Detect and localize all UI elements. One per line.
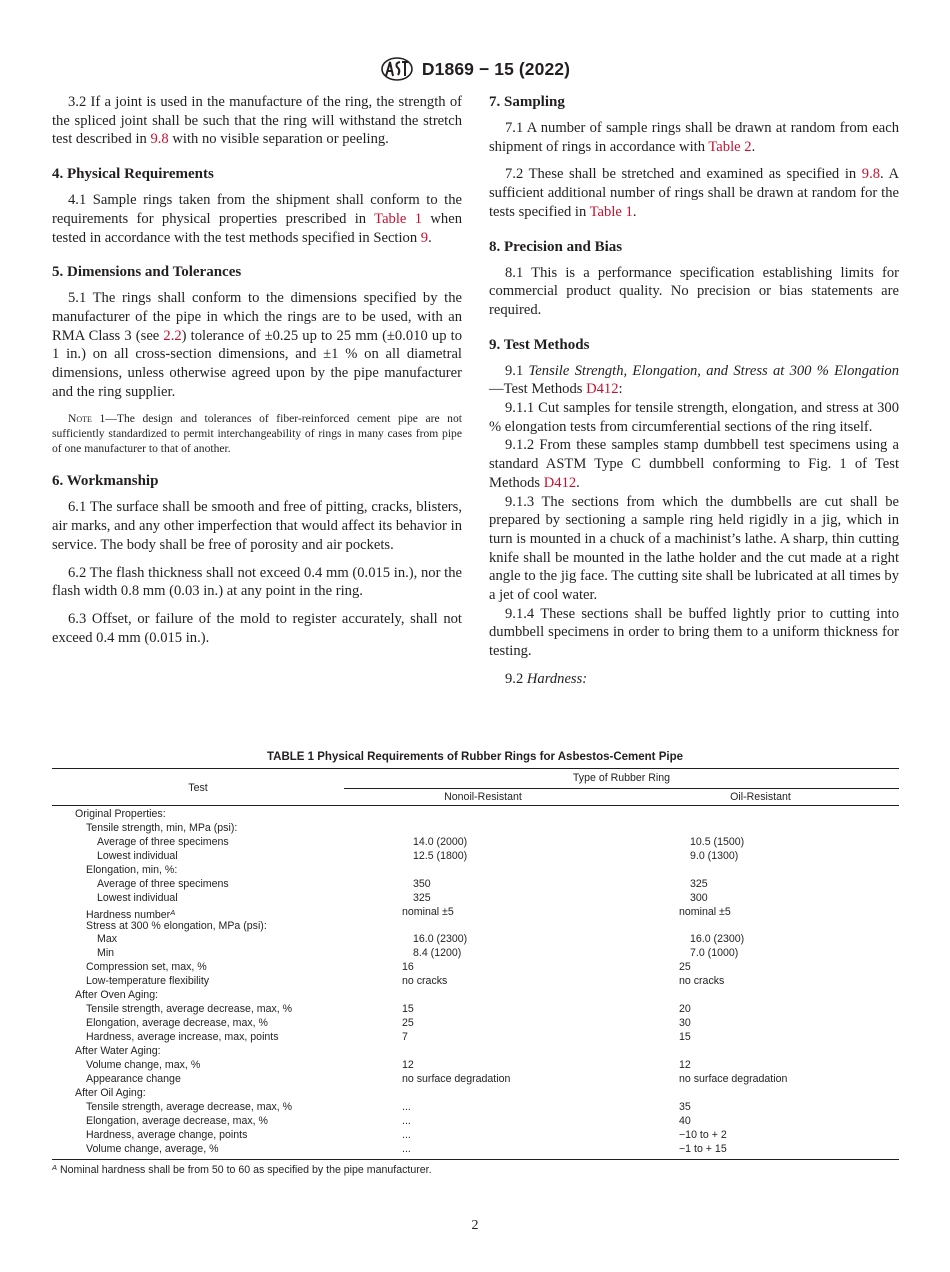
cell-nonoil: nominal ±5	[402, 905, 454, 918]
table-row	[52, 906, 899, 920]
cell-oil: 40	[679, 1114, 691, 1127]
text: 7.2 These shall be stretched and examined as specified in	[505, 166, 862, 183]
table-row	[52, 1143, 899, 1157]
text: when tested in accordance with the test methods specified in Section	[52, 210, 462, 246]
table-row	[52, 1115, 899, 1129]
cell-nonoil: 325	[413, 891, 431, 904]
text: 9.1.2 From these samples stamp dumbbell test specimens using a standard ASTM Type C dumbbell conforming to Fig. 1 of Test Methods	[489, 437, 899, 491]
text: . A sufficient additional number of rings shall be drawn at random for the tests specified in	[489, 166, 899, 220]
cell-oil: −1 to + 15	[679, 1142, 727, 1155]
text: with no visible separation or peeling.	[168, 131, 389, 148]
text: :	[618, 381, 623, 398]
cell-text: Hardness number	[86, 908, 171, 921]
cell-oil: 35	[679, 1100, 691, 1113]
text: 9.2	[505, 670, 527, 687]
text: 7.1 A number of sample rings shall be drawn at random from each shipment of rings in accordance with	[489, 120, 899, 155]
table-row	[52, 1087, 899, 1101]
header-oil-resistant: Oil-Resistant	[730, 791, 791, 803]
table-row	[52, 864, 899, 878]
table-row	[52, 920, 899, 934]
cell-test: Min	[97, 947, 115, 960]
link-d412[interactable]: D412	[586, 381, 619, 398]
cell-nonoil: 7	[402, 1031, 408, 1043]
left-column	[52, 93, 462, 647]
table-row	[52, 1031, 899, 1045]
paragraph-5-1	[52, 289, 462, 401]
table-footnote	[52, 1163, 432, 1176]
cell-nonoil	[391, 1087, 668, 1101]
paragraph-7-2	[489, 165, 899, 221]
page-number: 2	[471, 1218, 479, 1233]
text: 9.1	[505, 362, 529, 379]
note-label: Note	[68, 412, 92, 426]
table-row	[52, 892, 899, 906]
table-row	[52, 933, 899, 947]
cell-oil: 25	[679, 961, 691, 974]
link-table-1[interactable]: Table 1	[374, 210, 423, 227]
table-row	[52, 822, 899, 836]
footnote-mark: A	[52, 1163, 58, 1172]
table-row	[52, 850, 899, 864]
cell-test: After Water Aging:	[75, 1044, 161, 1057]
cell-test: Hardness, average change, points	[86, 1128, 248, 1141]
section-5-title: 5. Dimensions and Tolerances	[52, 264, 242, 281]
cell-oil: 15	[679, 1031, 691, 1043]
text: .	[751, 138, 756, 155]
cell-nonoil: ...	[402, 1100, 411, 1113]
table-row	[52, 947, 899, 961]
cell-test: Elongation, average decrease, max, %	[86, 1017, 268, 1030]
text: .	[632, 203, 637, 220]
cell-nonoil: 12	[402, 1058, 414, 1071]
astm-logo-icon	[380, 56, 414, 82]
cell-test: Low-temperature flexibility	[86, 975, 210, 988]
header-nonoil-resistant: Nonoil-Resistant	[444, 791, 522, 803]
right-column	[489, 93, 899, 689]
cell-nonoil: 14.0 (2000)	[413, 835, 468, 848]
section-6-title: 6. Workmanship	[52, 473, 159, 490]
cell-nonoil: ...	[402, 1142, 411, 1155]
cell-oil: 10.5 (1500)	[690, 835, 745, 848]
cell-test: Elongation, min, %:	[86, 863, 178, 876]
paragraph-7-1	[489, 119, 899, 156]
header-test: Test	[188, 782, 208, 794]
link-d412[interactable]: D412	[543, 474, 577, 491]
document-id: D1869 − 15 (2022)	[421, 58, 571, 79]
note-text: 1—The design and tolerances of fiber-reinforced cement pipe are not sufficiently standardized to permit interchangeability of rings in many cases from pipe of one manufacturer to that of another.	[52, 412, 462, 456]
cell-oil: 9.0 (1300)	[690, 849, 739, 862]
table-row	[52, 961, 899, 975]
cell-nonoil	[402, 920, 679, 934]
cell-test: Tensile strength, average decrease, max, %	[86, 1003, 293, 1016]
text: ) tolerance of ±0.25 up to 25 mm (±0.010 up to 1 in.) on all cross-section dimensions, and ±1 % on all diametral dimensions, unless otherwise agreed upon by the pipe manufacturer and the ring supplier.	[52, 327, 462, 400]
table-body	[52, 806, 899, 1159]
cell-nonoil: ...	[402, 1114, 411, 1127]
paragraph-9-1-2	[489, 436, 899, 492]
section-8-title: 8. Precision and Bias	[489, 238, 623, 255]
cell-test: Average of three specimens	[97, 877, 229, 890]
paragraph-6-1: 6.1 The surface shall be smooth and free of pitting, cracks, blisters, air marks, and any other imperfection that would affect its behavior in service. The body shall be free of porosity and air pockets.	[52, 499, 462, 553]
footnote-text: Nominal hardness shall be from 50 to 60 as specified by the pipe manufacturer.	[57, 1164, 432, 1176]
cell-nonoil: no surface degradation	[402, 1072, 511, 1085]
note-1	[52, 411, 462, 456]
italic-heading: Tensile Strength, Elongation, and Stress at 300 % Elongation	[528, 362, 900, 379]
table-row	[52, 1101, 899, 1115]
paragraph-8-1: 8.1 This is a performance specification establishing limits for commercial product quality. No precision or bias statements are required.	[489, 264, 899, 318]
paragraph-3-2	[52, 93, 462, 149]
text: 3.2 If a joint is used in the manufacture of the ring, the strength of the spliced joint shall be such that the ring will withstand the stretch test described in	[52, 94, 462, 148]
header-sub-rule	[344, 788, 899, 789]
paragraph-6-2: 6.2 The flash thickness shall not exceed 0.4 mm (0.015 in.), nor the flash width 0.8 mm (0.03 in.) at any point in the ring.	[52, 564, 462, 600]
cell-oil: 7.0 (1000)	[690, 947, 739, 960]
link-section-9-8[interactable]: 9.8	[861, 166, 881, 183]
text: —Test Methods	[489, 381, 587, 398]
cell-nonoil: 15	[402, 1003, 414, 1016]
footnote-ref: A	[170, 907, 176, 917]
table-row	[52, 1045, 899, 1059]
table-row	[52, 989, 899, 1003]
cell-test: Max	[97, 933, 118, 946]
cell-nonoil: 350	[413, 877, 431, 890]
cell-oil: nominal ±5	[679, 905, 731, 918]
link-table-2[interactable]: Table 2	[708, 138, 752, 155]
paragraph-9-1	[489, 362, 899, 399]
cell-test: Compression set, max, %	[86, 961, 207, 974]
cell-test: Lowest individual	[97, 891, 178, 904]
cell-test: Original Properties:	[75, 808, 166, 820]
cell-test: Tensile strength, average decrease, max, %	[86, 1100, 293, 1113]
cell-nonoil: 8.4 (1200)	[413, 947, 462, 960]
table-row	[52, 1003, 899, 1017]
cell-nonoil	[391, 989, 668, 1003]
text: .	[576, 474, 580, 491]
link-section-2-2[interactable]: 2.2	[163, 327, 182, 344]
cell-nonoil: 25	[402, 1017, 414, 1030]
paragraph-9-2	[489, 670, 899, 689]
cell-test: Appearance change	[86, 1072, 181, 1085]
italic-heading: Hardness:	[526, 670, 588, 687]
cell-test	[52, 906, 402, 920]
table-row	[52, 878, 899, 892]
cell-test: Hardness, average increase, max, points	[86, 1031, 279, 1043]
link-table-1[interactable]: Table 1	[589, 203, 633, 220]
cell-test: Elongation, average decrease, max, %	[86, 1114, 268, 1127]
cell-test: Volume change, average, %	[86, 1142, 219, 1155]
cell-oil: no cracks	[679, 975, 725, 988]
cell-oil: no surface degradation	[679, 1072, 788, 1085]
cell-oil: 300	[690, 891, 708, 904]
cell-nonoil: 12.5 (1800)	[413, 849, 468, 862]
link-section-9[interactable]: 9	[420, 229, 429, 246]
cell-nonoil	[391, 1045, 668, 1059]
cell-oil: 20	[679, 1003, 691, 1016]
table-1-title: TABLE 1 Physical Requirements of Rubber Rings for Asbestos-Cement Pipe	[267, 751, 683, 763]
table-row	[52, 836, 899, 850]
cell-test: Lowest individual	[97, 849, 178, 862]
cell-test: Tensile strength, min, MPa (psi):	[86, 821, 238, 834]
page-header	[0, 56, 950, 87]
link-section-9-8[interactable]: 9.8	[150, 131, 169, 148]
text: 5.1 The rings shall conform to the dimensions specified by the manufacturer of the pipe in which the rings are to be used, with an RMA Class 3 (see	[52, 290, 462, 344]
header-type-of-rubber-ring: Type of Rubber Ring	[572, 772, 671, 784]
cell-nonoil: ...	[402, 1128, 411, 1141]
table-bottom-rule	[52, 1159, 899, 1160]
text: 4.1 Sample rings taken from the shipment shall conform to the requirements for physical properties prescribed in	[52, 192, 462, 227]
text: .	[428, 229, 432, 246]
section-9-title: 9. Test Methods	[489, 336, 590, 353]
cell-nonoil: 16	[402, 961, 414, 974]
section-7-title: 7. Sampling	[489, 94, 565, 110]
cell-oil: 30	[679, 1017, 691, 1030]
table-header	[52, 769, 899, 805]
cell-nonoil: 16.0 (2300)	[413, 933, 468, 946]
cell-oil: −10 to + 2	[679, 1128, 727, 1141]
cell-nonoil	[402, 864, 679, 878]
cell-test: After Oil Aging:	[75, 1086, 146, 1099]
cell-test: Average of three specimens	[97, 835, 229, 848]
cell-nonoil: no cracks	[402, 975, 448, 988]
paragraph-9-1-1: 9.1.1 Cut samples for tensile strength, elongation, and stress at 300 % elongation tests from circumferential sections of the ring itself.	[489, 400, 899, 435]
paragraph-9-1-3: 9.1.3 The sections from which the dumbbells are cut shall be prepared by sectioning a sample ring held rigidly in a jig, which in turn is mounted in a chuck of a machinist’s lathe. A sharp, thin cutting knife shall be mounted in the lathe holder and the cut made at a right angle to the jig face. The cutting site shall be lubricated at all times by a jet of cool water.	[489, 493, 899, 604]
table-row	[52, 1059, 899, 1073]
table-1	[52, 768, 899, 1160]
cell-test: After Oven Aging:	[75, 989, 159, 1002]
cell-test: Volume change, max, %	[86, 1058, 201, 1071]
paragraph-6-3: 6.3 Offset, or failure of the mold to register accurately, shall not exceed 0.4 mm (0.015 in.).	[52, 610, 462, 646]
cell-oil: 12	[679, 1058, 691, 1071]
cell-oil: 16.0 (2300)	[690, 933, 745, 946]
table-row	[52, 1017, 899, 1031]
paragraph-4-1	[52, 191, 462, 247]
cell-nonoil	[391, 808, 668, 822]
paragraph-9-1-4: 9.1.4 These sections shall be buffed lightly prior to cutting into dumbbell specimens in order to bring them to a uniform thickness for testing.	[489, 605, 899, 660]
cell-oil: 325	[690, 877, 708, 890]
table-row	[52, 1129, 899, 1143]
table-row	[52, 1073, 899, 1087]
table-row	[52, 808, 899, 822]
section-4-title: 4. Physical Requirements	[52, 166, 214, 183]
table-row	[52, 975, 899, 989]
cell-nonoil	[402, 822, 679, 836]
cell-test: Stress at 300 % elongation, MPa (psi):	[86, 919, 267, 932]
